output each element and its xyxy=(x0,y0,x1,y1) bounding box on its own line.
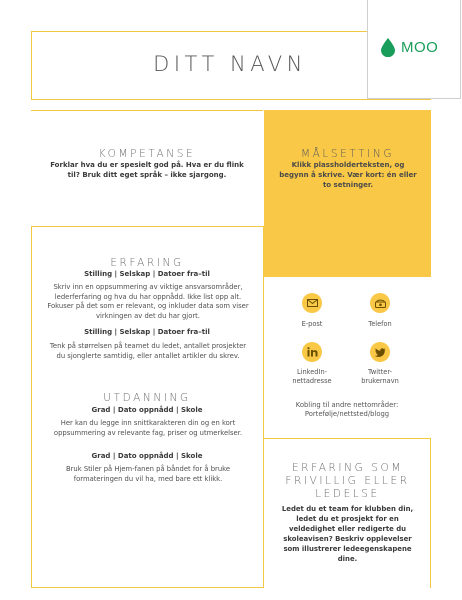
drop-icon xyxy=(380,37,396,57)
twitter-label-2: brukernavn xyxy=(361,377,399,386)
erfaring-heading[interactable]: ERFARING xyxy=(110,257,184,269)
twitter-label-1: Twitter- xyxy=(367,368,393,376)
contact-twitter[interactable] xyxy=(351,342,409,386)
malsetting-heading[interactable]: MÅLSETTING xyxy=(300,148,395,160)
page-title[interactable]: DITT NAVN xyxy=(153,52,307,76)
volunteer-heading-3[interactable]: LEDELSE xyxy=(315,488,380,500)
contact-phone[interactable] xyxy=(357,293,403,329)
edu1-text[interactable]: Her kan du legge inn snittkarakteren din og en kort oppsummering av relevante fag, priser og utmerkelser. xyxy=(53,419,243,437)
volunteer-text[interactable]: Ledet du et team for klubben din, ledet du et prosjekt for en veldedighet eller redigerte du skoleavisen? Beskriv opplevelser som illustrerer ledeegenskapene dine. xyxy=(281,505,414,563)
logo-text: MOO xyxy=(401,38,439,56)
email-label: E-post xyxy=(301,320,323,328)
linkedin-label-2: nettadresse xyxy=(292,377,332,386)
edu2-text[interactable]: Bruk Stiler på Hjem-fanen på båndet for å bruke formateringen du vil ha, med bare ett klikk. xyxy=(65,465,231,483)
other-sites-label[interactable]: Kobling til andre nettområder: xyxy=(295,401,399,409)
job1-text[interactable]: Skriv inn en oppsummering av viktige ansvarsområder, lederferfaring og hva du har oppnådd. Ikke list opp alt. Fokuser på det som er relevant, og inkluder data som viser virkningen av det du har gjort. xyxy=(47,283,249,320)
linkedin-icon xyxy=(302,342,322,362)
utdanning-heading[interactable]: UTDANNING xyxy=(103,392,191,404)
job1-title[interactable]: Stilling | Selskap | Datoer fra–til xyxy=(84,270,210,278)
job2-title[interactable]: Stilling | Selskap | Datoer fra–til xyxy=(84,328,210,336)
edu1-title[interactable]: Grad | Dato oppnådd | Skole xyxy=(91,406,203,414)
contact-email[interactable] xyxy=(289,293,335,329)
volunteer-heading-1[interactable]: ERFARING SOM xyxy=(291,462,404,474)
edu2-title[interactable]: Grad | Dato oppnådd | Skole xyxy=(91,452,203,460)
twitter-icon xyxy=(370,342,390,362)
moo-logo xyxy=(380,34,450,60)
job2-text[interactable]: Tenk på størrelsen på teamet du ledet, antallet prosjekter du sjonglerte samtidig, eller antallet artikler du skrev. xyxy=(49,342,247,360)
phone-label: Telefon xyxy=(368,320,392,328)
malsetting-block xyxy=(264,110,431,277)
kompetanse-heading[interactable]: KOMPETANSE xyxy=(98,148,196,160)
other-sites-value[interactable]: Portefølje/nettsted/blogg xyxy=(304,410,390,418)
phone-icon xyxy=(370,293,390,313)
kompetanse-text[interactable]: Forklar hva du er spesielt god på. Hva er du flink til? Bruk ditt eget språk – ikke sjargong. xyxy=(50,161,244,180)
volunteer-heading-2[interactable]: FRIVILLIG ELLER xyxy=(285,475,410,487)
linkedin-label-1: LinkedIn- xyxy=(296,368,327,376)
email-icon xyxy=(302,293,322,313)
contact-linkedin[interactable] xyxy=(283,342,341,386)
malsetting-text[interactable]: Klikk plassholderteksten, og begynn å skrive. Vær kort: én eller to setninger. xyxy=(279,161,417,190)
